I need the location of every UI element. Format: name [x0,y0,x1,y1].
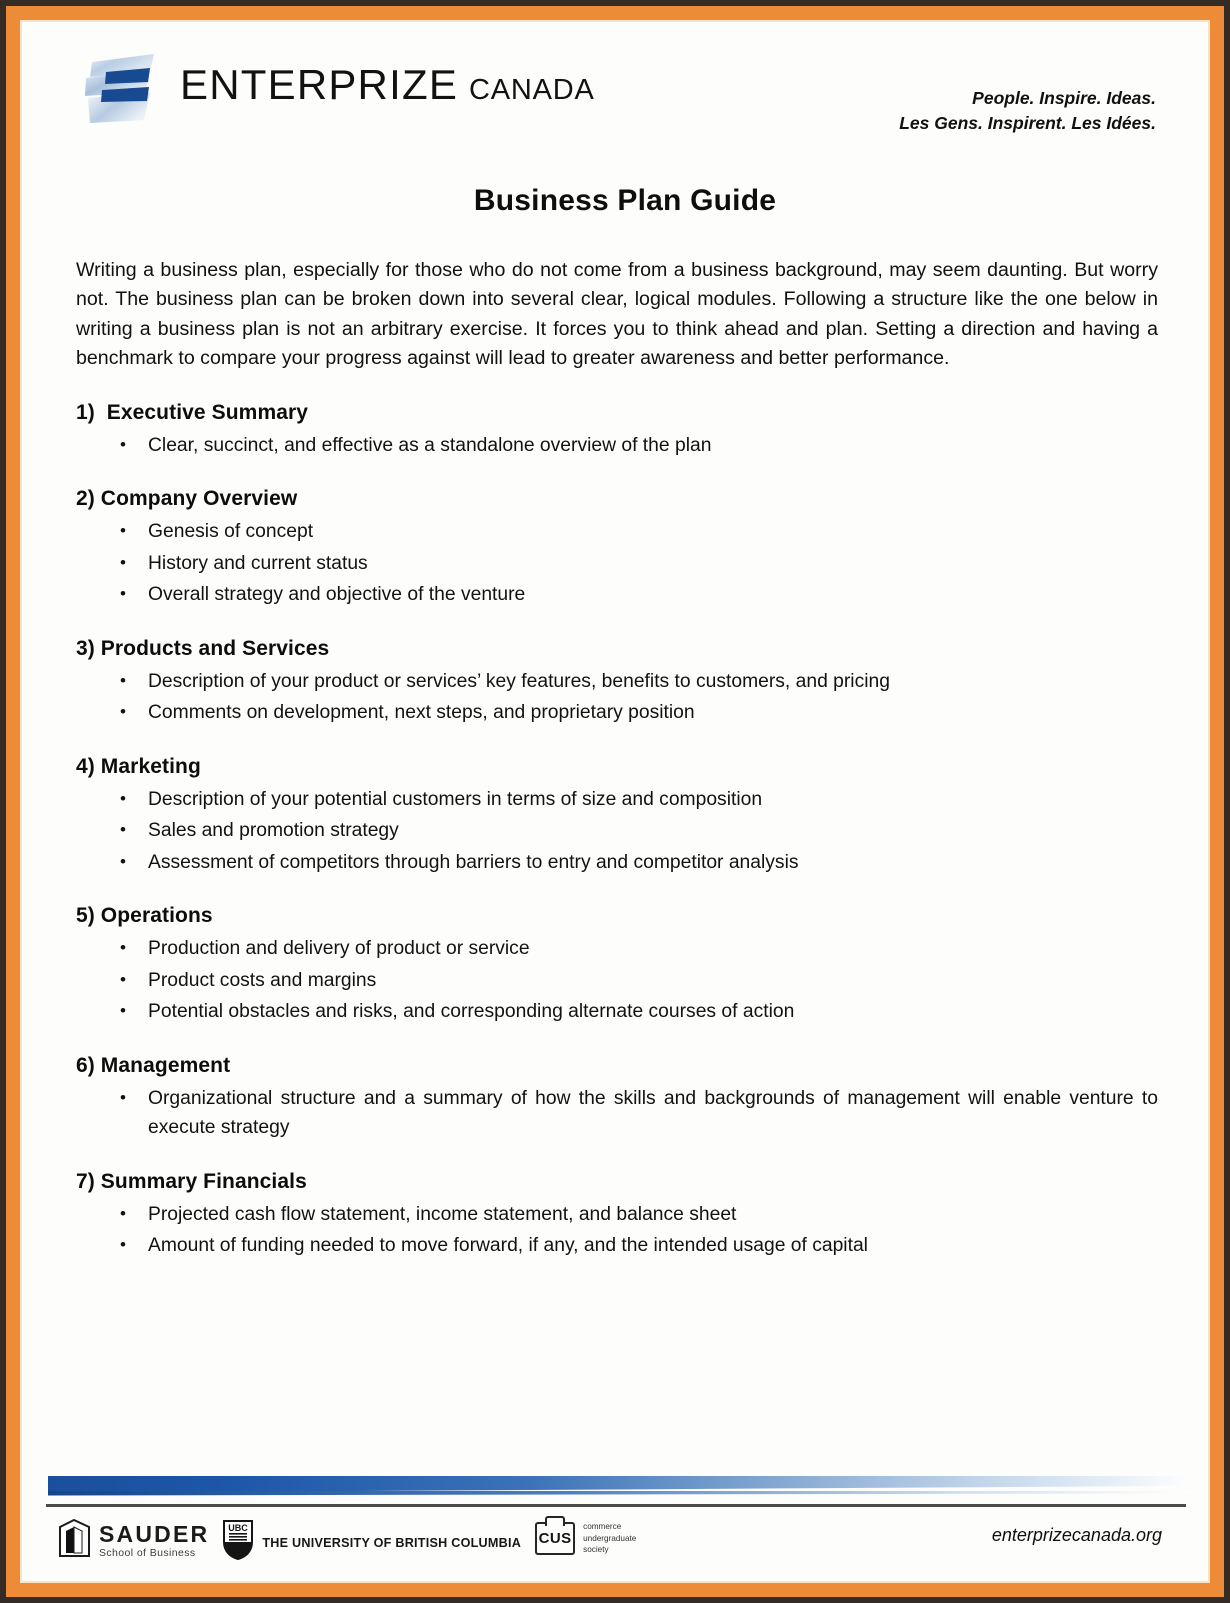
cus-briefcase-icon [535,1522,575,1555]
bullet-dot-icon: • [120,670,126,690]
section-heading: 5) Operations [76,904,213,928]
list-item [76,517,1174,547]
list-item [76,934,1174,964]
list-item [76,431,1174,461]
plan-section [76,904,1174,1027]
section-heading: 1) Executive Summary [76,400,309,424]
plan-section [76,1054,1174,1143]
footer-bar-main [48,1476,1190,1493]
bullet-dot-icon: • [120,969,126,989]
list-item [76,549,1174,579]
bullet-dot-icon: • [120,1235,126,1255]
bullet-dot-icon: • [120,1001,126,1021]
brand-country: CANADA [469,74,595,106]
section-bullet-list [76,785,1174,878]
bullet-dot-icon: • [120,584,126,604]
list-item-text: Genesis of concept [148,521,314,543]
bullet-dot-icon: • [120,434,126,454]
section-bullet-list [76,1200,1174,1261]
list-item-text: Overall strategy and objective of the venture [148,584,526,606]
page-title: Business Plan Guide [473,184,777,217]
bullet-dot-icon: • [120,702,126,722]
section-bullet-list [76,1084,1174,1143]
bullet-dot-icon: • [120,1087,126,1107]
plan-section [76,755,1174,878]
brand-name: ENTERPRIZE [180,61,459,108]
section-heading: 7) Summary Financials [76,1169,307,1193]
list-item-text: Description of your potential customers in terms of size and composition [148,788,763,810]
section-heading: 4) Marketing [76,754,201,778]
orange-border [6,6,1224,1597]
list-item [76,785,1174,815]
list-item-text: Assessment of competitors through barriers to entry and competitor analysis [148,851,799,873]
tagline-fr: Les Gens. Inspirent. Les Idées. [899,113,1156,134]
list-item-text: Clear, succinct, and effective as a standalone overview of the plan [148,434,712,456]
cream-inner-border [20,20,1210,1583]
document-footer [22,1470,1208,1581]
sauder-name: SAUDER [99,1520,210,1547]
list-item [76,1231,1174,1261]
document-header [22,22,1208,142]
sauder-subtitle: School of Business [99,1546,196,1559]
section-heading: 2) Company Overview [76,487,298,511]
section-bullet-list [76,934,1174,1027]
cus-line-2: undergraduate [583,1533,637,1543]
sauder-text [99,1520,210,1559]
list-item [76,1200,1174,1230]
bullet-dot-icon: • [120,1203,126,1223]
bullet-dot-icon: • [120,938,126,958]
sections-container [76,401,1174,1261]
document-body [22,184,1208,1261]
tagline [899,44,1172,137]
section-bullet-list [76,667,1174,728]
list-item [76,1084,1174,1143]
plan-section [76,1170,1174,1261]
plan-section [76,487,1174,610]
list-item-text: Organizational structure and a summary of how the skills and backgrounds of management will enable venture to execute strategy [148,1087,1158,1139]
sauder-logo [58,1519,209,1562]
section-heading: 6) Management [76,1053,231,1077]
intro-paragraph: Writing a business plan, especially for those who do not come from a business background, may seem daunting. But worry not. The business plan can be broken down into several clear, logical modules. Following a structure like the one below in writing a business plan is not an arbitrary exercise. It forces you to think ahead and plan. Setting a direction and having a benchmark to compare your progress against will lead to greater awareness and better performance. [76,259,1158,370]
plan-section [76,637,1174,728]
list-item [76,848,1174,878]
brand-wordmark [180,61,595,113]
list-item-text: Comments on development, next steps, and proprietary position [148,702,695,724]
list-item-text: Sales and promotion strategy [148,820,399,842]
ubc-name: THE UNIVERSITY OF BRITISH COLUMBIA [262,1535,522,1550]
cus-logo [535,1519,636,1556]
footer-content [36,1507,1194,1565]
footer-bar-shadow [48,1491,1190,1497]
sauder-door-icon [58,1519,91,1562]
cus-line-1: commerce [583,1522,622,1531]
list-item-text: Amount of funding needed to move forward, if any, and the intended usage of capital [148,1235,868,1257]
bullet-dot-icon: • [120,552,126,572]
svg-text:UBC: UBC [228,1523,249,1533]
brand-lockup [80,44,595,130]
list-item-text: Production and delivery of product or service [148,938,530,960]
list-item-text: Product costs and margins [148,969,377,991]
bullet-dot-icon: • [120,820,126,840]
list-item [76,997,1174,1027]
tagline-en: People. Inspire. Ideas. [972,88,1156,108]
document-sheet [22,22,1208,1581]
list-item [76,966,1174,996]
list-item-text: History and current status [148,552,368,574]
bullet-dot-icon: • [120,521,126,541]
enterprize-e-logo-icon [80,44,166,130]
ubc-shield-icon [223,1520,253,1565]
cus-abbreviation: CUS [538,1529,572,1547]
list-item-text: Projected cash flow statement, income statement, and balance sheet [148,1203,737,1225]
footer-website[interactable]: enterprizecanada.org [991,1525,1162,1545]
list-item [76,698,1174,728]
bullet-dot-icon: • [120,851,126,871]
ubc-logo [223,1519,521,1565]
cus-line-3: society [583,1545,609,1555]
list-item-text: Description of your product or services’ key features, benefits to customers, and pricing [148,670,890,692]
cus-wordmark [583,1521,636,1556]
list-item [76,667,1174,697]
plan-section [76,401,1174,461]
list-item [76,816,1174,846]
list-item [76,580,1174,610]
list-item-text: Potential obstacles and risks, and corresponding alternate courses of action [148,1001,795,1023]
section-heading: 3) Products and Services [76,636,330,660]
section-bullet-list [76,517,1174,610]
footer-gradient-bar [36,1470,1194,1500]
section-bullet-list [76,431,1174,461]
footer-logos [58,1519,636,1565]
bullet-dot-icon: • [120,788,126,808]
